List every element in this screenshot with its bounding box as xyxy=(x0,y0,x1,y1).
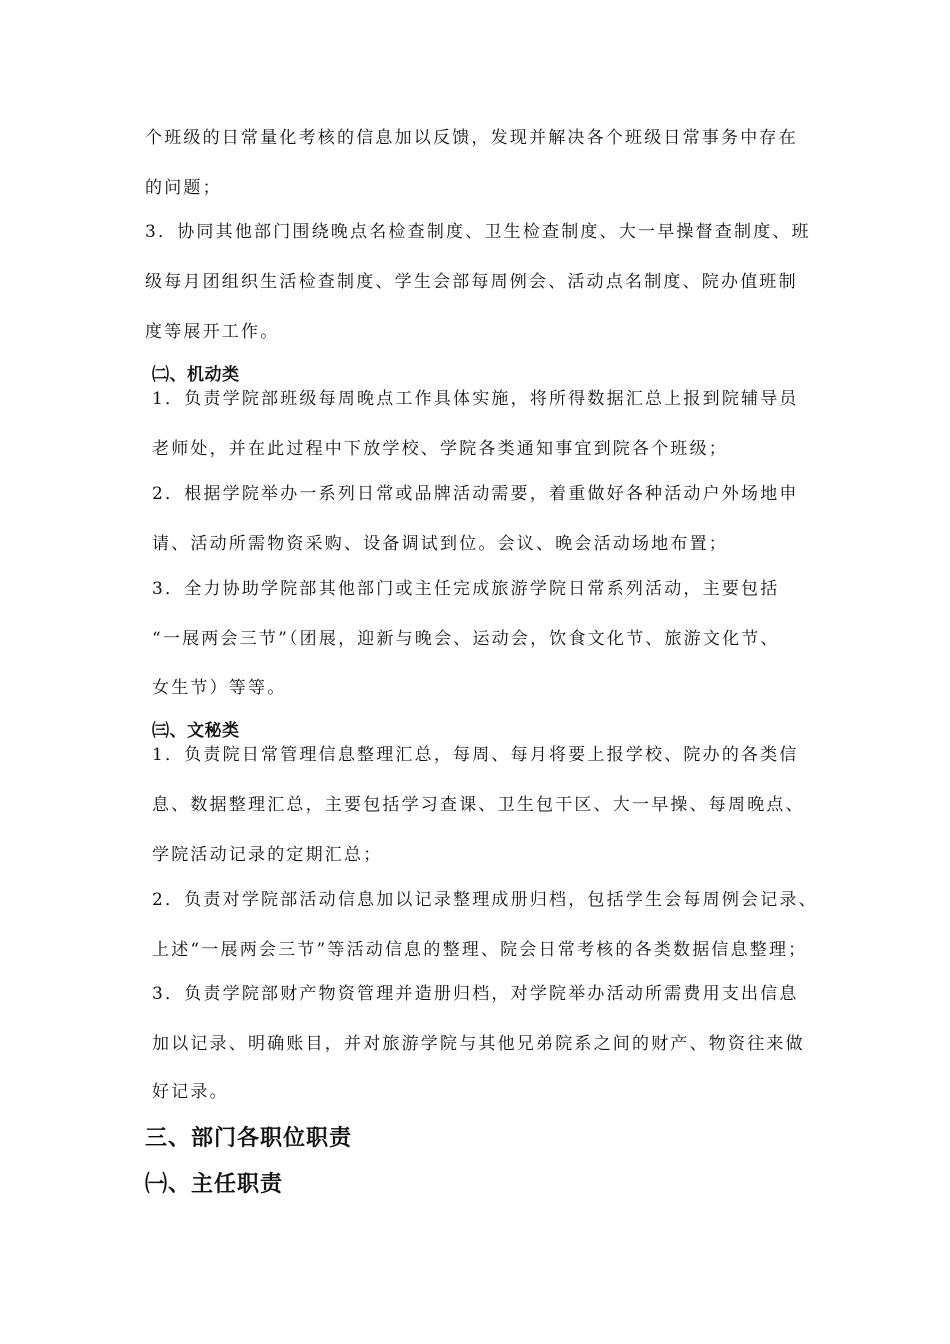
paragraph-line: 个班级的日常量化考核的信息加以反馈，发现并解决各个班级日常事务中存在 xyxy=(145,128,798,148)
section-heading-secretary: ㈢、文秘类 xyxy=(152,721,240,741)
list-item-line: 请、活动所需物资采购、设备调试到位。会议、晚会活动场地布置； xyxy=(152,534,728,554)
list-item-line: 女生节）等等。 xyxy=(152,678,287,698)
list-item-line: 2．根据学院举办一系列日常或品牌活动需要，着重做好各种活动户外场地申 xyxy=(152,484,799,504)
list-item-line: 加以记录、明确账目，并对旅游学院与其他兄弟院系之间的财产、物资往来做 xyxy=(152,1034,805,1054)
chapter-heading: 三、部门各职位职责 xyxy=(145,1125,353,1151)
list-item-line: 3．负责学院部财产物资管理并造册归档，对学院举办活动所需费用支出信息 xyxy=(152,984,799,1004)
list-item-line: “一展两会三节”（团展，迎新与晚会、运动会，饮食文化节、旅游文化节、 xyxy=(152,629,780,649)
list-item-line: 息、数据整理汇总，主要包括学习查课、卫生包干区、大一早操、每周晚点、 xyxy=(152,795,805,815)
list-item-line: 老师处，并在此过程中下放学校、学院各类通知事宜到院各个班级； xyxy=(152,439,728,459)
list-item-line: 3．协同其他部门围绕晚点名检查制度、卫生检查制度、大一早操督查制度、班 xyxy=(145,222,811,242)
list-item-line: 1．负责学院部班级每周晚点工作具体实施，将所得数据汇总上报到院辅导员 xyxy=(152,389,799,409)
subsection-heading-director: ㈠、主任职责 xyxy=(145,1171,284,1197)
section-heading-mobile: ㈡、机动类 xyxy=(152,365,240,385)
list-item-line: 1．负责院日常管理信息整理汇总，每周、每月将要上报学校、院办的各类信 xyxy=(152,745,799,765)
list-item-line: 好记录。 xyxy=(152,1082,229,1102)
list-item-line: 2．负责对学院部活动信息加以记录整理成册归档，包括学生会每周例会记录、 xyxy=(152,890,818,910)
list-item-line: 3．全力协助学院部其他部门或主任完成旅游学院日常系列活动，主要包括 xyxy=(152,579,780,599)
list-item-line: 上述“一展两会三节”等活动信息的整理、院会日常考核的各类数据信息整理； xyxy=(152,940,808,960)
paragraph-line: 的问题； xyxy=(145,178,222,198)
list-item-line: 度等展开工作。 xyxy=(145,322,280,342)
list-item-line: 学院活动记录的定期汇总； xyxy=(152,845,383,865)
list-item-line: 级每月团组织生活检查制度、学生会部每周例会、活动点名制度、院办值班制 xyxy=(145,272,798,292)
